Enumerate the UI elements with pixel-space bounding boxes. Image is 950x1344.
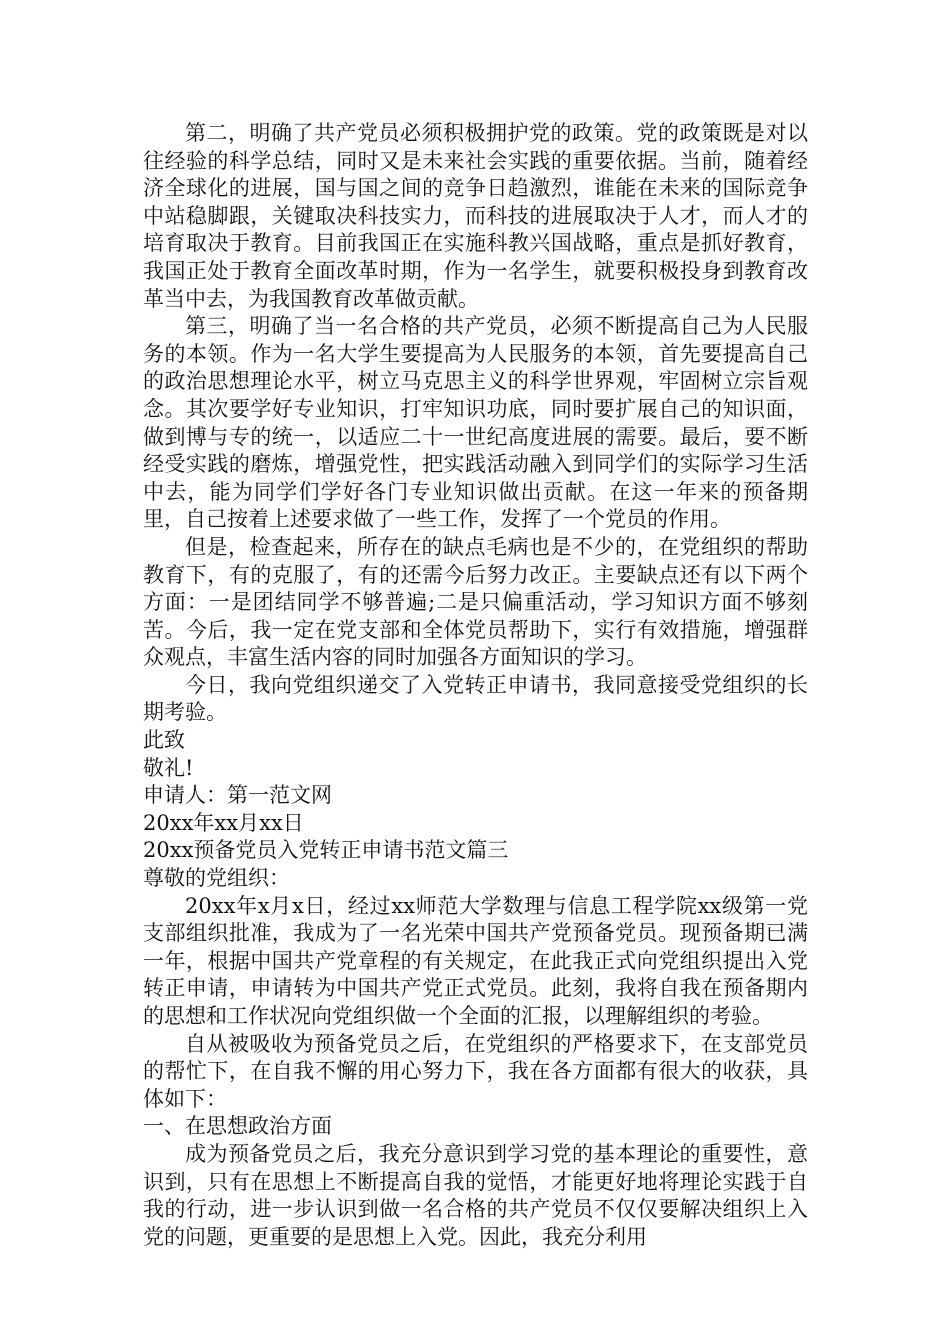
paragraph-policy: 第二，明确了共产党员必须积极拥护党的政策。党的政策既是对以往经验的科学总结，同时又是未来社会实践的重要依据。当前，随着经济全球化的进展，国与国之间的竞争日趋激烈，谁能在未来的国际竞争中站稳脚跟，关键取决科技实力，而科技的进展取决于人才，而人才的培育取决于教育。目前我国正在实施科教兴国战略，重点是抓好教育，我国正处于教育全面改革时期，作为一名学生，就要积极投身到教育改革当中去，为我国教育改革做贡献。: [143, 121, 808, 311]
paragraph-submission: 今日，我向党组织递交了入党转正申请书，我同意接受党组织的长期考验。: [143, 672, 808, 725]
date-line: 20xx年xx月xx日: [143, 810, 304, 835]
paragraph-gains: 自从被吸收为预备党员之后，在党组织的严格要求下，在支部党员的帮忙下，在自我不懈的用心努力下，我在各方面都有很大的收获，具体如下：: [143, 1031, 808, 1111]
applicant-line: 申请人：第一范文网: [143, 783, 332, 808]
paragraph-approval: 20xx年x月x日，经过xx师范大学数理与信息工程学院xx级第一党支部组织批准，我成为了一名光荣中国共产党预备党员。现预备期已满一年，根据中国共产党章程的有关规定，在此我正式向党组织提出入党转正申请，申请转为中国共产党正式党员。此刻，我将自我在预备期内的思想和工作状况向党组织做一个全面的汇报，以理解组织的考验。: [143, 893, 808, 1028]
salutation: 尊敬的党组织：: [143, 866, 290, 891]
document-body: [143, 120, 808, 1251]
paragraph-service: 第三，明确了当一名合格的共产党员，必须不断提高自己为人民服务的本领。作为一名大学生要提高为人民服务的本领，首先要提高自己的政治思想理论水平，树立马克思主义的科学世界观，牢固树立宗旨观念。其次要学好专业知识，打牢知识功底，同时要扩展自己的知识面，做到博与专的统一，以适应二十一世纪高度进展的需要。最后，要不断经受实践的磨炼，增强党性，把实践活动融入到同学们的实际学习生活中去，能为同学们学好各门专业知识做出贡献。在这一年来的预备期里，自己按着上述要求做了一些工作，发挥了一个党员的作用。: [143, 314, 808, 532]
paragraph-theory: 成为预备党员之后，我充分意识到学习党的基本理论的重要性，意识到，只有在思想上不断提高自我的觉悟，才能更好地将理论实践于自我的行动，进一步认识到做一名合格的共产党员不仅仅要解决组织上入党的问题，更重要的是思想上入党。因此，我充分利用: [143, 1141, 808, 1249]
section-title: 20xx预备党员入党转正申请书范文篇三: [143, 838, 509, 863]
subheading-ideology: 一、在思想政治方面: [143, 1114, 332, 1139]
closing-ci-zhi: 此致: [143, 728, 185, 753]
paragraph-shortcomings: 但是，检查起来，所存在的缺点毛病也是不少的，在党组织的帮助教育下，有的克服了，有的还需今后努力改正。主要缺点还有以下两个方面：一是团结同学不够普遍;二是只偏重活动，学习知识方面不够刻苦。今后，我一定在党支部和全体党员帮助下，实行有效措施，增强群众观点，丰富生活内容的同时加强各方面知识的学习。: [143, 534, 808, 670]
closing-jing-li: 敬礼!: [143, 755, 194, 780]
